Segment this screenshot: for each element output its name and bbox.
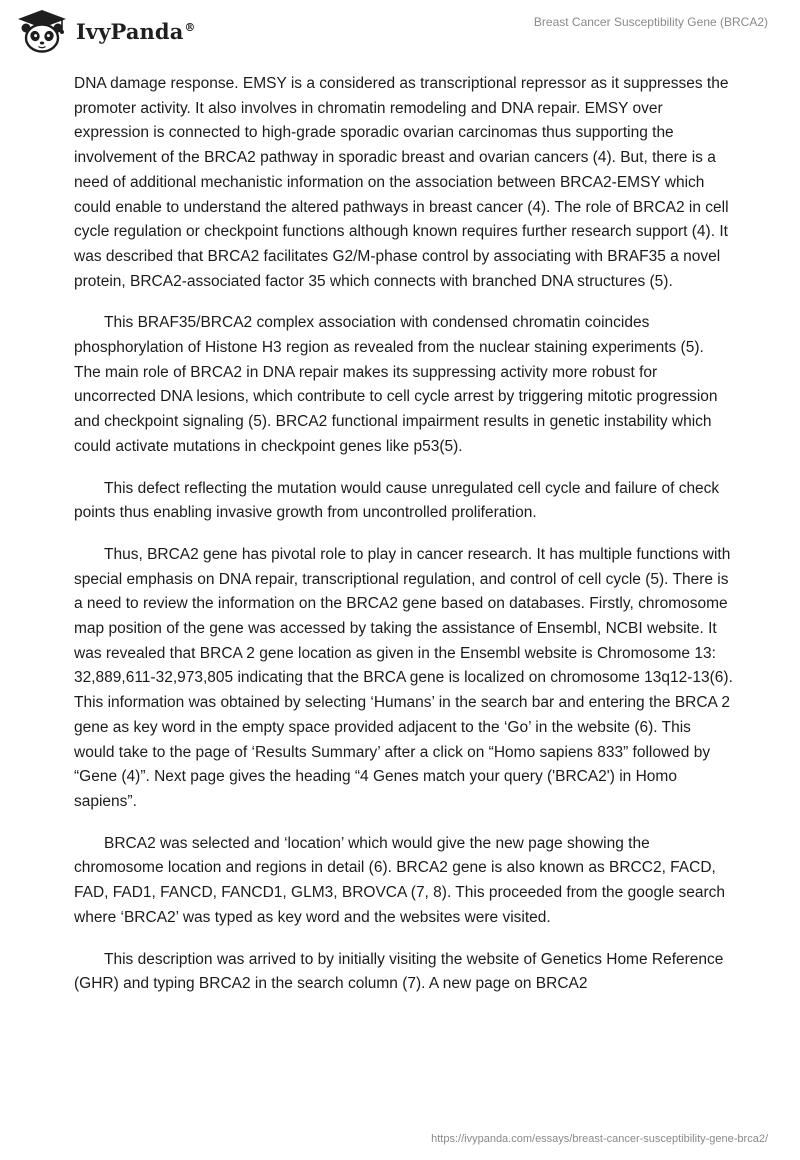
source-url[interactable]: https://ivypanda.com/essays/breast-cancer-susceptibility-gene-brca2/ — [431, 1133, 768, 1145]
paragraph-6: This description was arrived to by initially visiting the website of Genetics Home Reference (GHR) and typing BRCA2 in the search column (7). A new page on BRCA2 — [74, 950, 724, 993]
paragraph-3: This defect reflecting the mutation would cause unregulated cell cycle and failure of check points thus enabling invasive growth from uncontrolled proliferation. — [74, 479, 720, 522]
registered-mark: ® — [184, 20, 196, 34]
essay-body — [74, 72, 734, 1014]
page-header — [0, 0, 800, 64]
paragraph-2: This BRAF35/BRCA2 complex association with condensed chromatin coincides phosphorylation of Histone H3 region as revealed from the nuclear staining experiments (5). The main role of BRCA2 in DNA repair makes its suppressing activity more robust for uncorrected DNA lesions, which contribute to cell cycle arrest by triggering mitotic progression and checkpoint signaling (5). BRCA2 functional impairment results in genetic instability which could activate mutations in checkpoint genes like p53(5). — [74, 314, 718, 455]
panda-graduate-icon — [14, 8, 70, 54]
paragraph-4: Thus, BRCA2 gene has pivotal role to play in cancer research. It has multiple functions with special emphasis on DNA repair, transcriptional regulation, and control of cell cycle (5). There is a need to review the information on the BRCA2 gene based on databases. Firstly, chromosome map position of the gene was accessed by taking the assistance of Ensembl, NCBI website. It was revealed that BRCA 2 gene location as given in the Ensembl website is Chromosome 13: 32,889,611-32,973,805 indicating that the BRCA gene is localized on chromosome 13q12-13(6). This information was obtained by selecting ‘Humans’ in the search bar and entering the BRCA 2 gene as key word in the empty space provided adjacent to the ‘Go’ in the website (6). This would take to the page of ‘Results Summary’ after a click on “Homo sapiens 833” followed by “Gene (4)”. Next page gives the heading “4 Genes match your query ('BRCA2') in Homo sapiens”. — [74, 545, 733, 810]
paragraph-5: BRCA2 was selected and ‘location’ which would give the new page showing the chromosome location and regions in detail (6). BRCA2 gene is also known as BRCC2, FACD, FAD, FAD1, FANCD, FANCD1, GLM3, BROVCA (7, 8). This proceeded from the google search where ‘BRCA2’ was typed as key word and the websites were visited. — [74, 834, 725, 926]
brand-logo[interactable] — [14, 8, 196, 54]
brand-name: IvyPanda® — [76, 18, 196, 44]
paragraph-1: DNA damage response. EMSY is a considered as transcriptional repressor as it suppresses the promoter activity. It also involves in chromatin remodeling and DNA repair. EMSY over expression is connected to high-grade sporadic ovarian carcinomas thus supporting the involvement of the BRCA2 pathway in sporadic breast and ovarian cancers (4). But, there is a need of additional mechanistic information on the association between BRCA2-EMSY which could enable to understand the altered pathways in breast cancer (4). The role of BRCA2 in cell cycle regulation or checkpoint functions although known requires further research support (4). It was described that BRCA2 facilitates G2/M-phase control by associating with BRAF35 a novel protein, BRCA2-associated factor 35 which connects with branched DNA structures (5). — [74, 75, 729, 290]
document-title: Breast Cancer Susceptibility Gene (BRCA2) — [533, 15, 768, 29]
